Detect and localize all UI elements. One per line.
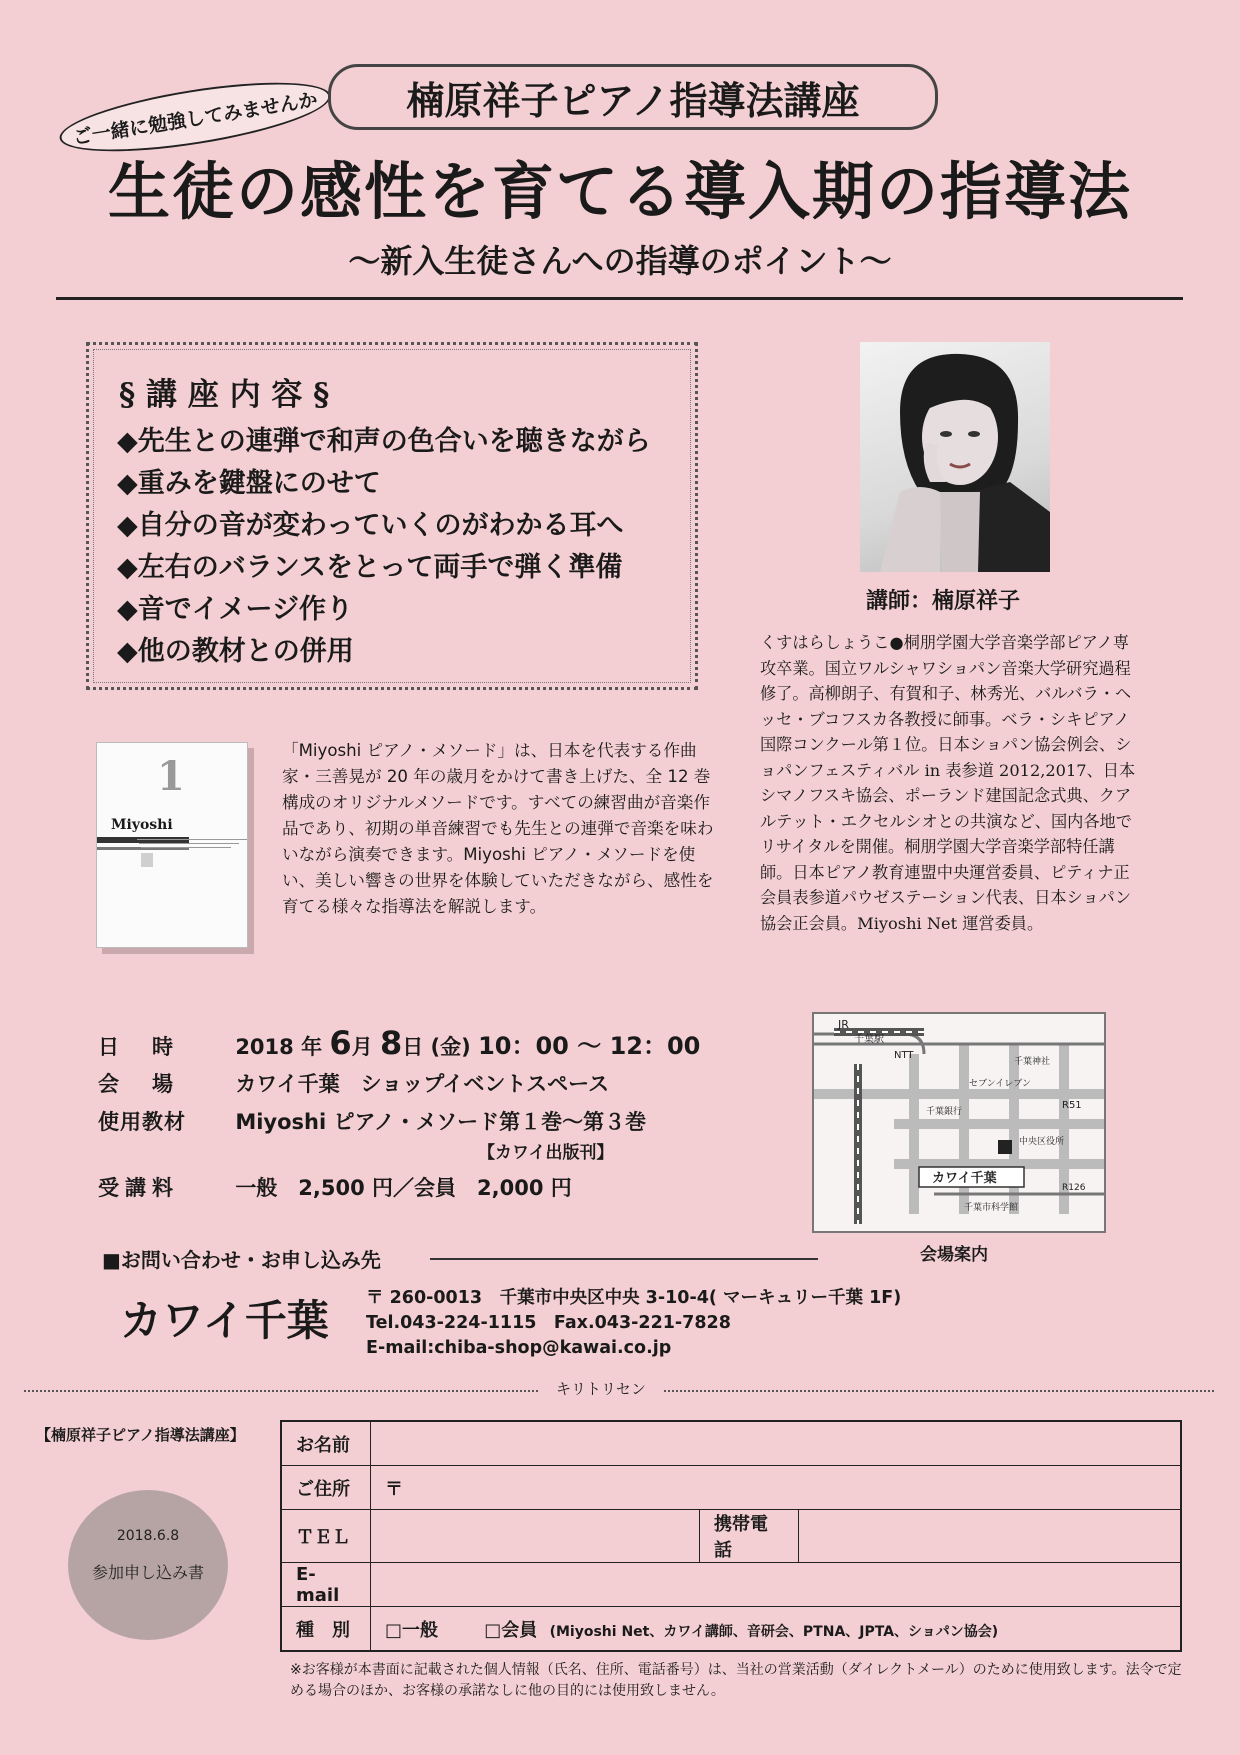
book-line [139, 843, 239, 844]
type-label: 種 別 [281, 1607, 371, 1652]
date-label: 日 時 [98, 1035, 179, 1059]
date-row [98, 1024, 700, 1062]
date-day-unit: 日 [402, 1035, 424, 1059]
map-label-station: 千葉駅 [854, 1034, 884, 1045]
book-cover-image [96, 742, 248, 948]
postal-mark: 〒 [385, 1478, 403, 1500]
option-general-checkbox[interactable]: □一般 [385, 1619, 439, 1641]
mobile-label: 携帯電話 [700, 1510, 799, 1563]
date-year: 2018 年 [235, 1035, 323, 1059]
form-row-email [281, 1563, 1181, 1607]
book-line [141, 847, 231, 848]
course-item: ◆重みを鍵盤にのせて [117, 468, 381, 499]
map-label-shrine: 千葉神社 [1014, 1057, 1051, 1067]
cut-line-text: キリトリセン [540, 1378, 662, 1399]
venue-label: 会 場 [98, 1072, 179, 1096]
stamp-title: 参加申し込み書 [91, 1563, 204, 1582]
series-title: 楠原祥子ピアノ指導法講座 [328, 64, 938, 130]
privacy-notice: ※お客様が本書面に記載された個人情報（氏名、住所、電話番号）は、当社の営業活動（ダイレクトメール）のために使用致します。法令で定める場合のほか、お客様の承諾なしに他の目的には使用致しません。 [290, 1662, 1182, 1699]
map-caption: 会場案内 [920, 1245, 988, 1265]
material-row [98, 1106, 646, 1136]
venue-map [812, 1012, 1106, 1233]
course-list [117, 421, 651, 673]
instructor-photo [860, 342, 1050, 572]
map-label-jr: JR [838, 1018, 849, 1031]
contact-details [366, 1286, 901, 1361]
contact-tel-fax: Tel.043-224-1115 Fax.043-221-7828 [366, 1313, 731, 1333]
book-description: 「Miyoshi ピアノ・メソード」は、日本を代表する作曲家・三善晃が 20 年の歳月をかけて書き上げた、全 12 巻構成のオリジナルメソードです。すべての練習曲が音楽作品であり、初期の単音練習でも先生との連弾で音楽を味わいながら演奏できます。Miyoshi ピアノ・メソードを使い、美しい響きの世界を体験していただきながら、感性を育てる様々な指導法を解説します。 [282, 741, 714, 916]
email-field[interactable] [371, 1563, 1182, 1607]
option-member-checkbox[interactable]: □会員 [484, 1619, 538, 1641]
application-form [280, 1420, 1182, 1652]
tel-field[interactable] [371, 1510, 700, 1563]
type-options [371, 1607, 1182, 1652]
header-divider [56, 297, 1183, 300]
fee-label: 受講料 [98, 1176, 179, 1200]
map-label-kawai: カワイ千葉 [932, 1171, 997, 1186]
map-illustration [814, 1014, 1104, 1231]
book-cover-title: Miyoshi [111, 817, 173, 833]
date-day: 8 [379, 1024, 403, 1062]
address-field[interactable] [371, 1466, 1182, 1510]
catch-phrase: ご一緒に勉強してみませんか [55, 69, 334, 165]
contact-address: 〒 260-0013 千葉市中央区中央 3-10-4( マーキュリー千葉 1F) [366, 1288, 902, 1308]
map-label-ntt: NTT [894, 1050, 914, 1061]
name-field[interactable] [371, 1421, 1182, 1466]
address-label: ご住所 [281, 1466, 371, 1510]
application-stamp [68, 1490, 228, 1640]
subtitle: ～新入生徒さんへの指導のポイント～ [348, 242, 892, 280]
form-row-tel [281, 1510, 1181, 1563]
stamp-date: 2018.6.8 [116, 1528, 180, 1544]
instructor-bio: くすはらしょうこ●桐朋学園大学音楽学部ピアノ専攻卒業。国立ワルシャワショパン音楽大学研究過程修了。高柳朗子、有賀和子、林秀光、バルバラ・ヘッセ・ブコフスカ各教授に師事。ベラ・シキピアノ国際コンクール第１位。日本ショパン協会例会、ショパンフェスティバル in 表参道 2012,2017、日本シマノフスキ協会、ポーランド建国記念式典、クアルテット・エクセルシオとの共演など、国内各地でリサイタルを開催。桐朋学園大学音楽学部特任講師。日本ピアノ教育連盟中央運営委員、ピティナ正会員表参道パウゼステーション代表、日本ショパン協会正会員。Miyoshi Net 運営委員。 [760, 633, 1136, 933]
tel-label: ＴＥＬ [281, 1510, 371, 1563]
material-value: Miyoshi ピアノ・メソード第１巻～第３巻 [235, 1110, 647, 1134]
email-label: E-mail [281, 1563, 371, 1607]
map-label-r126: R126 [1062, 1183, 1086, 1193]
name-label: お名前 [281, 1421, 371, 1466]
book-mark [141, 853, 153, 867]
venue-row [98, 1068, 609, 1098]
contact-email[interactable]: E-mail:chiba-shop@kawai.co.jp [366, 1338, 672, 1358]
course-content-box [86, 342, 698, 690]
main-title: 生徒の感性を育てる導入期の指導法 [107, 155, 1132, 228]
course-item: ◆先生との連弾で和声の色合いを聴きながら [117, 426, 651, 457]
contact-divider [430, 1258, 818, 1260]
date-weekday: (金) [430, 1035, 471, 1059]
fee-row [98, 1172, 572, 1202]
date-month: 6 [329, 1024, 352, 1062]
map-label-museum: 千葉市科学館 [964, 1203, 1019, 1213]
member-note: (Miyoshi Net、カワイ講師、音研会、PTNA、JPTA、ショパン協会) [549, 1623, 999, 1640]
form-row-address [281, 1466, 1181, 1510]
book-volume-number: 1 [157, 753, 185, 800]
map-label-seven: セブンイレブン [969, 1079, 1031, 1089]
form-row-type [281, 1607, 1181, 1652]
material-label: 使用教材 [98, 1110, 186, 1134]
map-label-r51: R51 [1062, 1100, 1082, 1111]
contact-heading: ■お問い合わせ・お申し込み先 [102, 1248, 381, 1272]
map-label-ward: 中央区役所 [1019, 1137, 1065, 1147]
course-item: ◆他の教材との併用 [117, 636, 354, 667]
venue-value: カワイ千葉 ショップイベントスペース [235, 1072, 610, 1096]
date-time: 10：00 ～ 12：00 [478, 1032, 701, 1060]
course-heading: § 講 座 内 容 § [119, 377, 330, 413]
mobile-field[interactable] [799, 1510, 1182, 1563]
map-label-bank: 千葉銀行 [926, 1107, 963, 1117]
date-month-unit: 月 [351, 1035, 373, 1059]
course-item: ◆左右のバランスをとって両手で弾く準備 [117, 552, 623, 583]
form-course-tag: 【楠原祥子ピアノ指導法講座】 [36, 1426, 245, 1444]
course-item: ◆自分の音が変わっていくのがわかる耳へ [117, 510, 624, 541]
instructor-label: 講師：楠原祥子 [866, 589, 1021, 614]
publisher-note: 【カワイ出版刊】 [478, 1143, 614, 1163]
course-item: ◆音でイメージ作り [117, 594, 353, 625]
shop-name: カワイ千葉 [120, 1296, 329, 1345]
form-row-name [281, 1421, 1181, 1466]
instructor-portrait-illustration [860, 342, 1050, 572]
book-line [137, 839, 247, 840]
fee-value: 一般 2,500 円／会員 2,000 円 [235, 1176, 572, 1200]
